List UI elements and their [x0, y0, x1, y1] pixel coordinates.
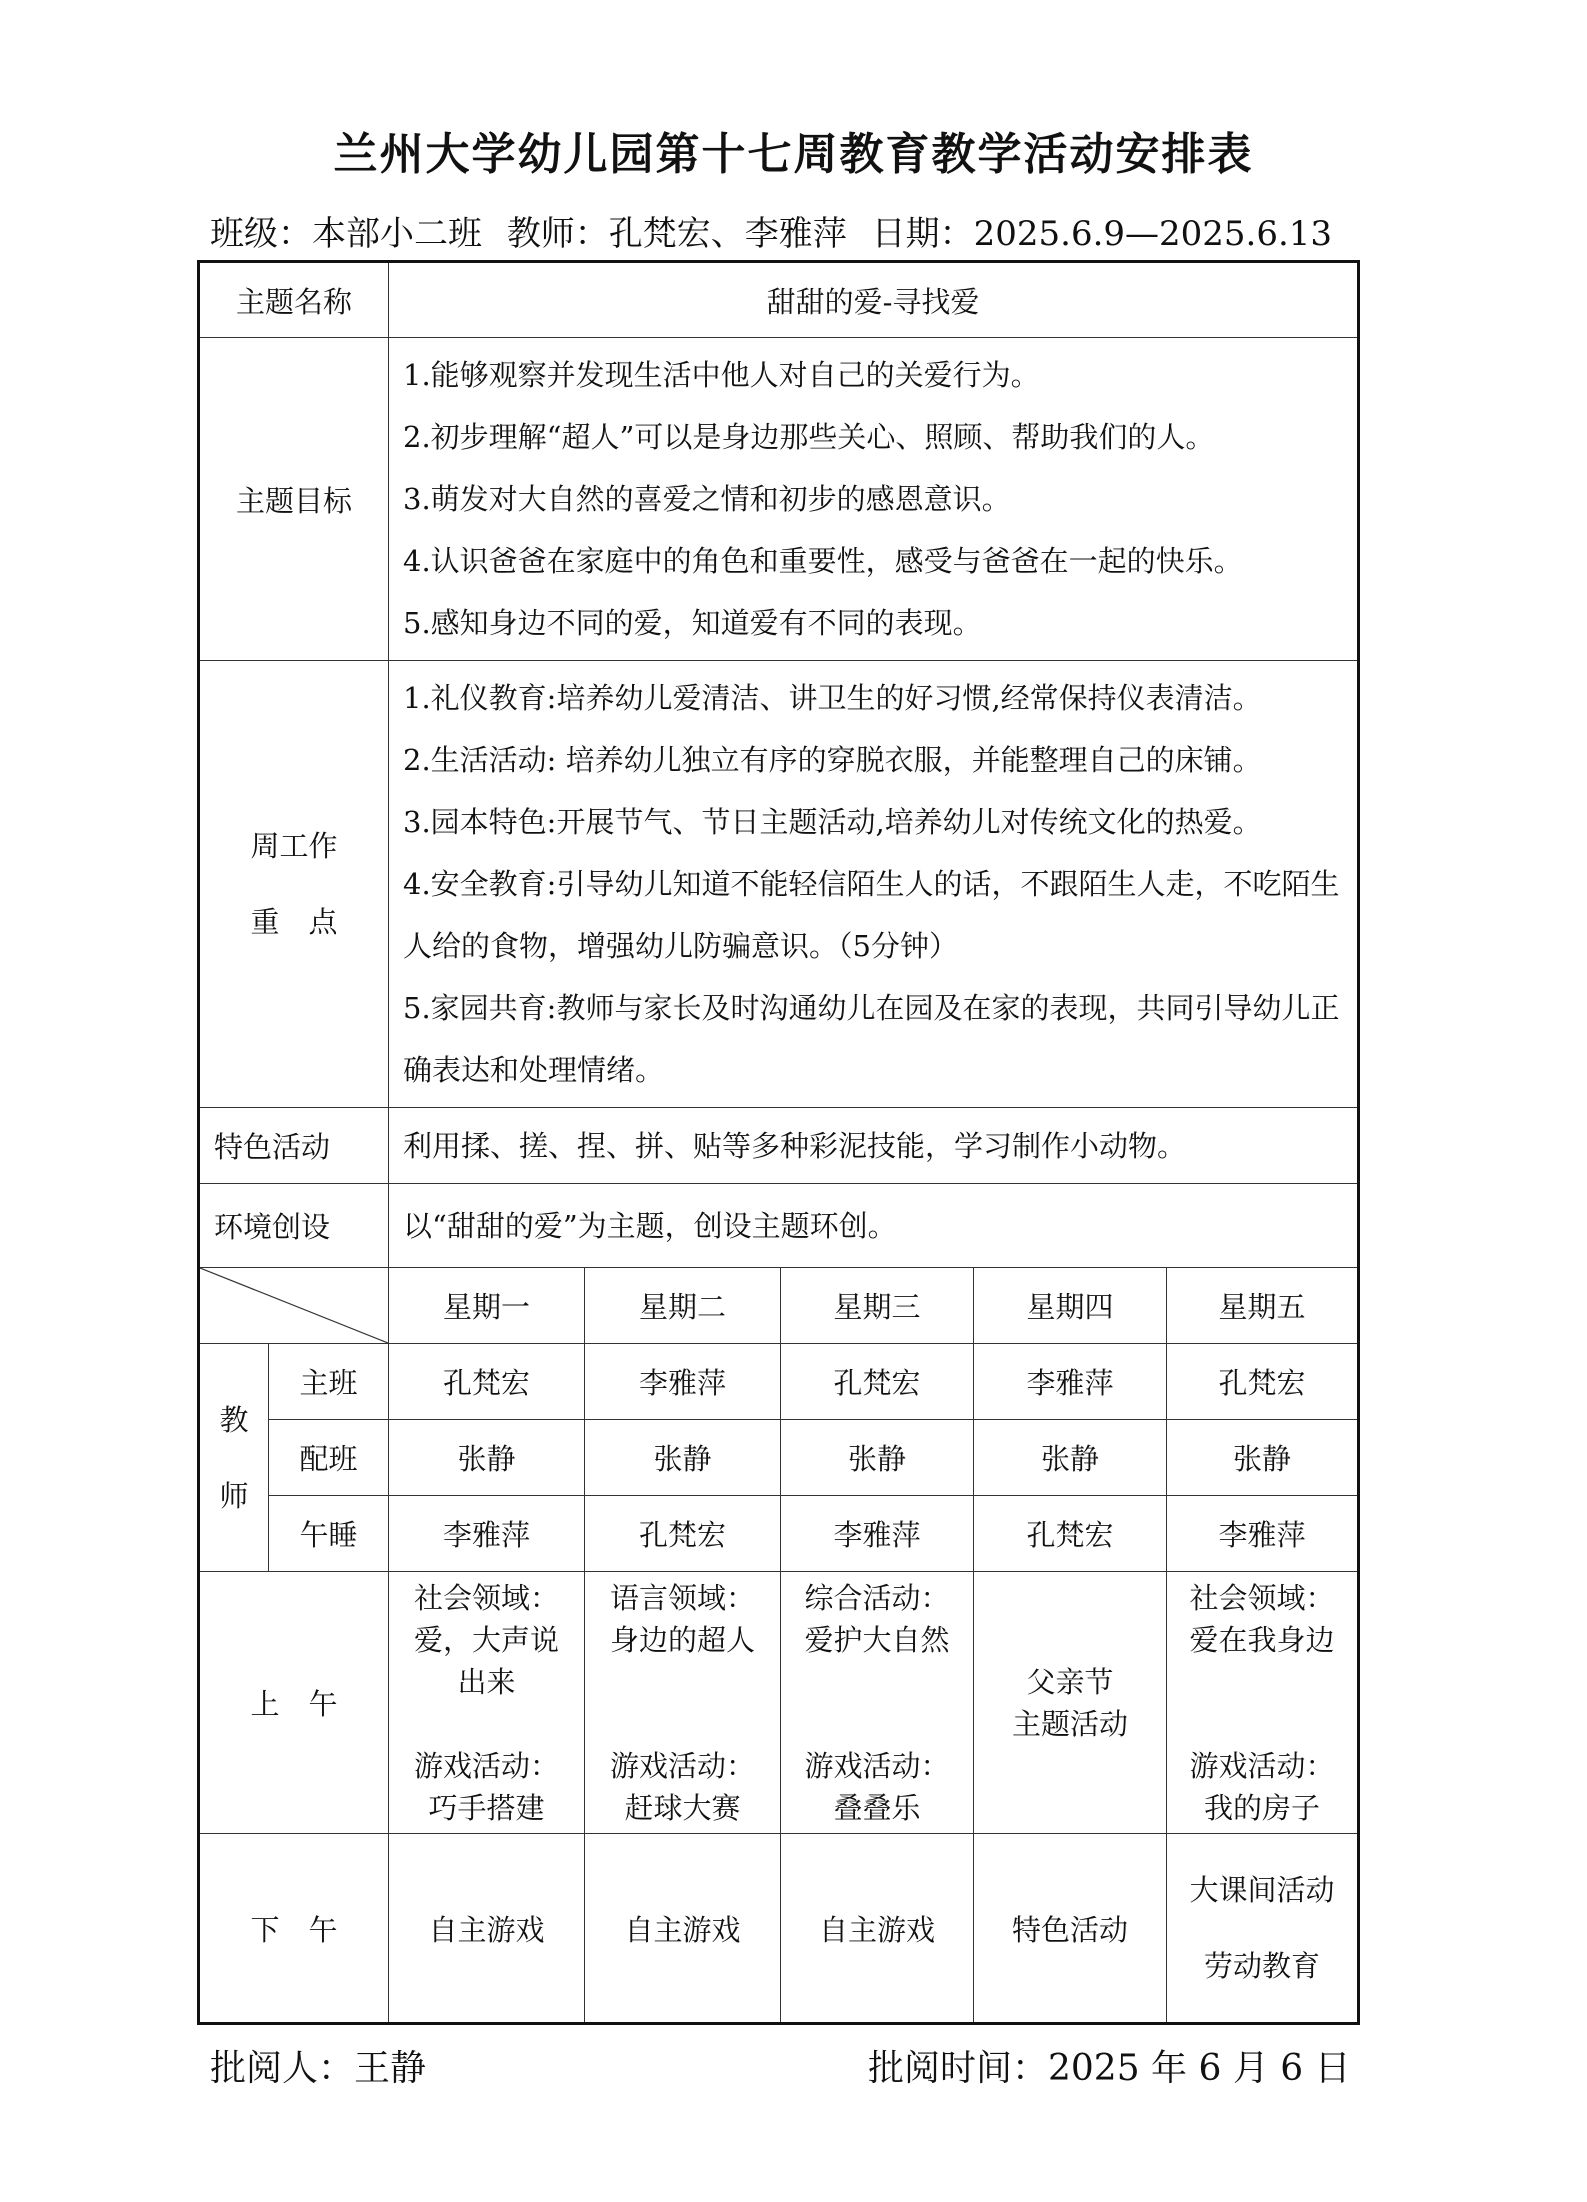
main-teacher-cell: 李雅萍: [974, 1344, 1167, 1420]
environment-row: [199, 1184, 1359, 1268]
morning-mon-line: 出来: [457, 1664, 516, 1699]
main-teacher-cell: 孔梵宏: [389, 1344, 585, 1420]
morning-mon-line: 游戏活动：: [414, 1748, 560, 1783]
teacher-group-label-char1: 教: [219, 1402, 249, 1437]
goal-item: 2.初步理解“超人”可以是身边那些关心、照顾、帮助我们的人。: [403, 420, 1215, 454]
morning-cell-thu: [974, 1572, 1167, 1834]
morning-tue-line: 赶球大赛: [624, 1790, 741, 1825]
weekday-header: 星期四: [974, 1268, 1167, 1344]
class-info: 班级：本部小二班: [210, 214, 482, 254]
special-activity-row: [199, 1108, 1359, 1184]
nap-teacher-cell: 孔梵宏: [974, 1496, 1167, 1572]
weekday-header: 星期五: [1167, 1268, 1359, 1344]
morning-wed-line: 游戏活动：: [804, 1748, 950, 1783]
morning-wed-line: 爱护大自然: [804, 1622, 950, 1657]
assist-teacher-cell: 张静: [389, 1420, 585, 1496]
morning-tue-line: 游戏活动：: [610, 1748, 756, 1783]
morning-cell-fri: [1167, 1572, 1359, 1834]
nap-teacher-cell: 李雅萍: [781, 1496, 974, 1572]
nap-teacher-row: [199, 1496, 1359, 1572]
assist-teacher-cell: 张静: [781, 1420, 974, 1496]
morning-label: 上 午: [199, 1572, 389, 1834]
afternoon-label: 下 午: [199, 1834, 389, 2024]
theme-name-value: 甜甜的爱-寻找爱: [389, 262, 1359, 338]
focus-item: 5.家园共育:教师与家长及时沟通幼儿在园及在家的表现，共同引导幼儿正确表达和处理情绪。: [403, 991, 1340, 1087]
weekly-focus-label: [199, 661, 389, 1108]
nap-teacher-cell: 李雅萍: [1167, 1496, 1359, 1572]
special-activity-label: 特色活动: [199, 1108, 389, 1184]
morning-wed-line: 叠叠乐: [833, 1790, 921, 1825]
morning-thu-line: 父亲节: [1026, 1664, 1114, 1699]
weekday-header: 星期二: [585, 1268, 781, 1344]
goal-item: 1.能够观察并发现生活中他人对自己的关爱行为。: [403, 358, 1040, 392]
theme-goals-label: 主题目标: [199, 338, 389, 661]
goal-item: 3.萌发对大自然的喜爱之情和初步的感恩意识。: [403, 482, 1011, 516]
main-teacher-row: [199, 1344, 1359, 1420]
teacher-group-label: [199, 1344, 269, 1572]
nap-teacher-cell: 孔梵宏: [585, 1496, 781, 1572]
main-teacher-cell: 孔梵宏: [1167, 1344, 1359, 1420]
reviewer: 批阅人：王静: [210, 2048, 427, 2089]
nap-teacher-label: 午睡: [269, 1496, 389, 1572]
goal-item: 5.感知身边不同的爱，知道爱有不同的表现。: [403, 606, 982, 640]
schedule-table: [197, 260, 1360, 2025]
assist-teacher-label: 配班: [269, 1420, 389, 1496]
assist-teacher-row: [199, 1420, 1359, 1496]
morning-fri-line: 游戏活动：: [1189, 1748, 1335, 1783]
afternoon-cell: 自主游戏: [781, 1834, 974, 2024]
morning-row: [199, 1572, 1359, 1834]
afternoon-fri-line: 劳动教育: [1204, 1949, 1321, 1983]
morning-mon-line: 巧手搭建: [428, 1790, 545, 1825]
focus-item: 1.礼仪教育:培养幼儿爱清洁、讲卫生的好习惯,经常保持仪表清洁。: [403, 681, 1262, 715]
goal-item: 4.认识爸爸在家庭中的角色和重要性，感受与爸爸在一起的快乐。: [403, 544, 1243, 578]
teacher-group-label-char2: 师: [219, 1478, 249, 1513]
morning-cell-tue: [585, 1572, 781, 1834]
afternoon-row: [199, 1834, 1359, 2024]
assist-teacher-cell: 张静: [974, 1420, 1167, 1496]
morning-fri-line: 我的房子: [1204, 1790, 1321, 1825]
morning-tue-line: 身边的超人: [610, 1622, 756, 1657]
main-teacher-cell: 李雅萍: [585, 1344, 781, 1420]
morning-fri-line: 爱在我身边: [1189, 1622, 1335, 1657]
main-teacher-label: 主班: [269, 1344, 389, 1420]
subtitle-line: [210, 206, 1346, 255]
morning-mon-line: 社会领域：: [414, 1580, 560, 1615]
date-info: 日期：2025.6.9—2025.6.13: [871, 214, 1333, 254]
weekday-header-row: [199, 1268, 1359, 1344]
morning-fri-line: 社会领域：: [1189, 1580, 1335, 1615]
weekly-focus-list: [389, 661, 1359, 1108]
focus-item: 4.安全教育:引导幼儿知道不能轻信陌生人的话，不跟陌生人走，不吃陌生人给的食物，增强幼儿防骗意识。（5分钟）: [403, 867, 1340, 963]
morning-cell-wed: [781, 1572, 974, 1834]
assist-teacher-cell: 张静: [1167, 1420, 1359, 1496]
morning-cell-mon: [389, 1572, 585, 1834]
afternoon-fri-line: 大课间活动: [1189, 1873, 1335, 1907]
afternoon-cell-fri: [1167, 1834, 1359, 2024]
special-activity-value: 利用揉、搓、捏、拼、贴等多种彩泥技能，学习制作小动物。: [389, 1108, 1359, 1184]
theme-name-row: [199, 262, 1359, 338]
main-teacher-cell: 孔梵宏: [781, 1344, 974, 1420]
environment-label: 环境创设: [199, 1184, 389, 1268]
weekly-focus-label-line2: 重 点: [250, 905, 338, 939]
morning-mon-line: 爱，大声说: [414, 1622, 560, 1657]
teacher-info: 教师：孔梵宏、李雅萍: [506, 214, 847, 254]
weekday-header: 星期一: [389, 1268, 585, 1344]
afternoon-cell: 自主游戏: [389, 1834, 585, 2024]
nap-teacher-cell: 李雅萍: [389, 1496, 585, 1572]
review-time: 批阅时间：2025 年 6 月 6 日: [868, 2048, 1351, 2089]
morning-thu-line: 主题活动: [1012, 1706, 1129, 1741]
environment-value: 以“甜甜的爱”为主题，创设主题环创。: [389, 1184, 1359, 1268]
focus-item: 2.生活活动: 培养幼儿独立有序的穿脱衣服，并能整理自己的床铺。: [403, 743, 1262, 777]
theme-goals-row: [199, 338, 1359, 661]
theme-goals-list: [389, 338, 1359, 661]
afternoon-cell: 自主游戏: [585, 1834, 781, 2024]
weekly-focus-row: [199, 661, 1359, 1108]
afternoon-cell: 特色活动: [974, 1834, 1167, 2024]
assist-teacher-cell: 张静: [585, 1420, 781, 1496]
theme-name-label: 主题名称: [199, 262, 389, 338]
diagonal-line: [200, 1268, 388, 1343]
page-title: 兰州大学幼儿园第十七周教育教学活动安排表: [333, 129, 1254, 180]
morning-tue-line: 语言领域：: [610, 1580, 756, 1615]
focus-item: 3.园本特色:开展节气、节日主题活动,培养幼儿对传统文化的热爱。: [403, 805, 1262, 839]
diagonal-corner-cell: [199, 1268, 389, 1344]
morning-wed-line: 综合活动：: [804, 1580, 950, 1615]
weekly-focus-label-line1: 周工作: [250, 829, 338, 863]
weekday-header: 星期三: [781, 1268, 974, 1344]
